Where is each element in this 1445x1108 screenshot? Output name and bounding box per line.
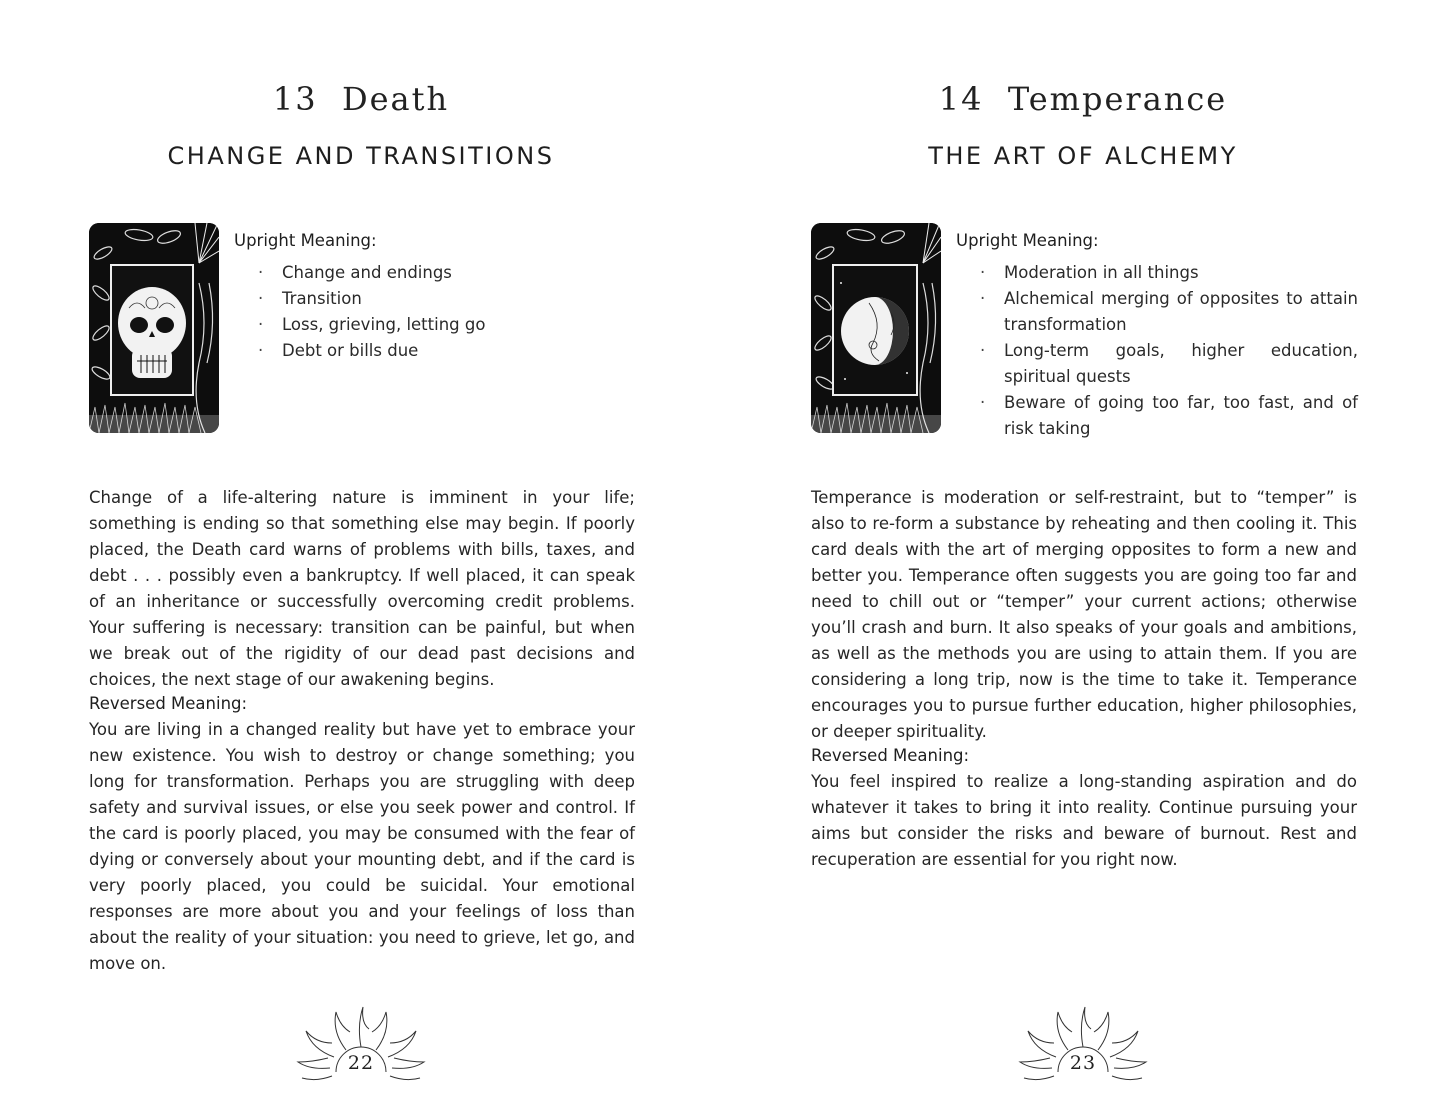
- reversed-meaning: [811, 743, 1357, 873]
- upright-meaning: [956, 228, 1358, 442]
- reversed-meaning-label: Reversed Meaning:: [811, 746, 970, 765]
- upright-meaning-label: Upright Meaning:: [234, 231, 377, 250]
- card-subtitle: CHANGE AND TRANSITIONS: [167, 142, 555, 170]
- bullet-icon: ·: [980, 263, 986, 282]
- card-title: 14 Temperance: [938, 80, 1228, 118]
- right-page: [722, 0, 1444, 1108]
- list-item: · Long-term goals, higher education, spiritual quests: [956, 338, 1358, 390]
- left-page: [0, 0, 722, 1108]
- moon-card-illustration: [811, 223, 941, 433]
- card-title: 13 Death: [272, 80, 450, 118]
- bullet-icon: ·: [258, 263, 264, 282]
- reversed-meaning: [89, 691, 635, 977]
- bullet-icon: ·: [980, 289, 986, 308]
- reversed-paragraph: You feel inspired to realize a long-standing aspiration and do whatever it takes to bring it into reality. Continue pursuing your aims but consider the risks and beware of burnout. Rest and recuperation are essential for you right now.: [811, 772, 1357, 869]
- list-item: · Beware of going too far, too fast, and of risk taking: [956, 390, 1358, 442]
- upright-meaning: [234, 228, 654, 364]
- card-subtitle: THE ART OF ALCHEMY: [928, 142, 1238, 170]
- bullet-icon: ·: [980, 341, 986, 360]
- description-paragraph: Change of a life-altering nature is imminent in your life; something is ending so that something else may begin. If poorly placed, the Death card warns of problems with bills, taxes, and debt . . . possibly even a bankruptcy. If well placed, it can speak of an inheritance or successfully overcoming credit problems. Your suffering is necessary: transition can be painful, but when we break out of the rigidity of our dead past decisions and choices, the next stage of our awakening begins.: [89, 488, 635, 689]
- upright-meaning-label: Upright Meaning:: [956, 231, 1099, 250]
- bullet-icon: ·: [980, 393, 986, 412]
- description-paragraph: Temperance is moderation or self-restraint, but to “temper” is also to re-form a substance by reheating and then cooling it. This card deals with the art of merging opposites to form a new and better you. Temperance often suggests you are going too far and need to chill out or “temper” your current actions; otherwise you’ll crash and burn. It also speaks of your goals and ambitions, as well as the methods you are using to attain them. If you are considering a long trip, now is the time to take it. Temperance encourages you to pursue further education, higher philosophies, or deeper spirituality.: [811, 488, 1357, 741]
- list-item: · Change and endings: [234, 260, 654, 286]
- bullet-icon: ·: [258, 315, 264, 334]
- reversed-meaning-label: Reversed Meaning:: [89, 694, 248, 713]
- page-number: 23: [1069, 1052, 1097, 1074]
- list-item: · Alchemical merging of opposites to attain transformation: [956, 286, 1358, 338]
- upright-list: [234, 260, 654, 364]
- skull-card-illustration: [89, 223, 219, 433]
- page-number: 22: [347, 1052, 375, 1074]
- list-item: · Debt or bills due: [234, 338, 654, 364]
- reversed-paragraph: You are living in a changed reality but have yet to embrace your new existence. You wish to destroy or change something; you long for transformation. Perhaps you are struggling with deep safety and survival issues, or else you seek power and control. If the card is poorly placed, you may be consumed with the fear of dying or conversely about your mounting debt, and if the card is very poorly placed, you could be suicidal. Your emotional responses are more about you and your feelings of loss than about the reality of your situation: you need to grieve, let go, and move on.: [89, 720, 635, 973]
- bullet-icon: ·: [258, 289, 264, 308]
- upright-list: [956, 260, 1358, 442]
- list-item: · Transition: [234, 286, 654, 312]
- bullet-icon: ·: [258, 341, 264, 360]
- list-item: · Moderation in all things: [956, 260, 1358, 286]
- list-item: · Loss, grieving, letting go: [234, 312, 654, 338]
